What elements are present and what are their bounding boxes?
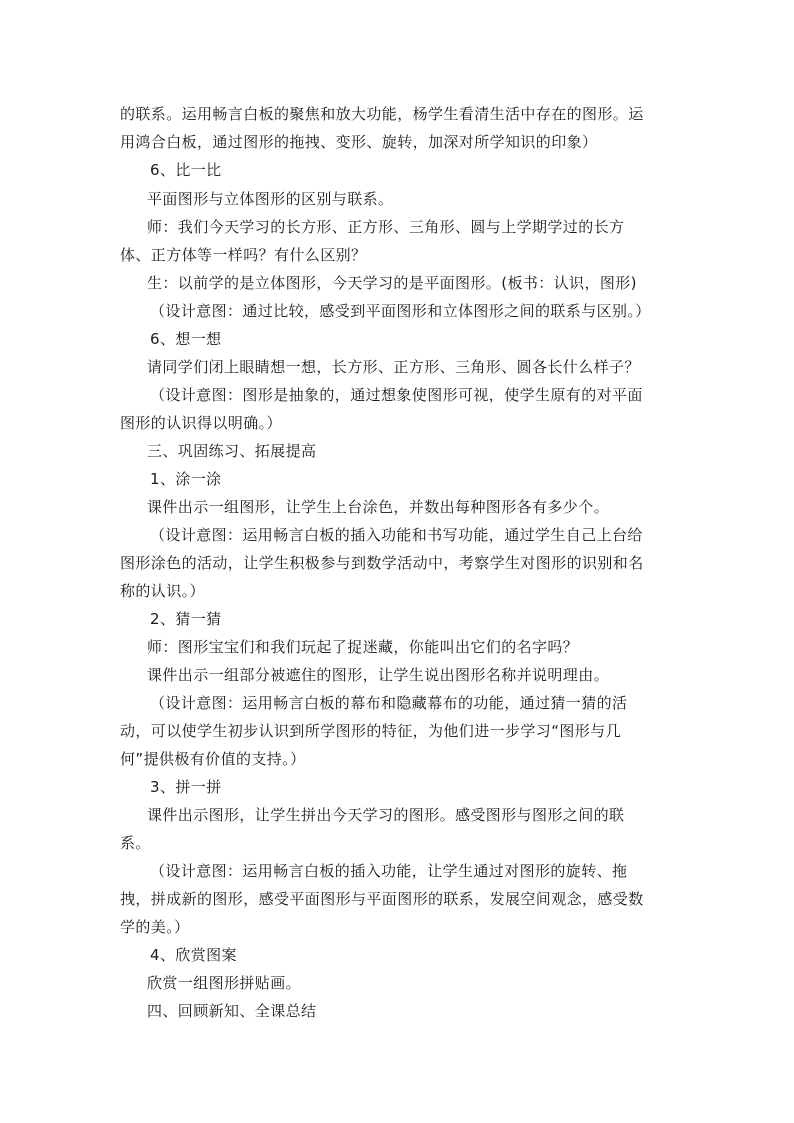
section-heading: 四、回顾新知、全课总结 bbox=[147, 1002, 317, 1020]
text-line: 课件出示一组图形，让学生上台涂色，并数出每种图形各有多少个。 bbox=[147, 498, 610, 516]
design-note: （设计意图：运用畅言白板的幕布和隐藏幕布的功能，通过猜一猜的活 bbox=[150, 694, 628, 712]
section-heading: 三、巩固练习、拓展提高 bbox=[147, 442, 317, 460]
design-note: （设计意图：运用畅言白板的插入功能和书写功能，通过学生自己上台给 bbox=[150, 526, 643, 544]
text-line: 图形涂色的活动，让学生积极参与到数学活动中，考察学生对图形的识别和名 bbox=[120, 554, 644, 572]
design-note: （设计意图：图形是抽象的，通过想象使图形可视，使学生原有的对平面 bbox=[150, 386, 643, 404]
text-line: 平面图形与立体图形的区别与联系。 bbox=[147, 190, 394, 208]
section-heading: 2、猜一猜 bbox=[150, 610, 222, 628]
text-line: 请同学们闭上眼睛想一想，长方形、正方形、三角形、圆各长什么样子？ bbox=[147, 358, 640, 376]
text-line: 师：图形宝宝们和我们玩起了捉迷藏，你能叫出它们的名字吗？ bbox=[147, 638, 579, 656]
text-line: 动，可以使学生初步认识到所学图形的特征，为他们进一步学习“图形与几 bbox=[120, 722, 621, 740]
text-line: 生：以前学的是立体图形，今天学习的是平面图形。(板书：认识，图形) bbox=[147, 274, 637, 292]
section-heading: 1、涂一涂 bbox=[150, 470, 222, 488]
text-line: 系。 bbox=[120, 834, 151, 852]
text-line: 课件出示一组部分被遮住的图形，让学生说出图形名称并说明理由。 bbox=[147, 666, 610, 684]
text-line: 师：我们今天学习的长方形、正方形、三角形、圆与上学期学过的长方 bbox=[147, 218, 625, 236]
text-line: 的联系。运用畅言白板的聚焦和放大功能，杨学生看清生活中存在的图形。运 bbox=[120, 105, 644, 123]
text-line: 称的认识。） bbox=[120, 582, 205, 600]
text-line: 欣赏一组图形拼贴画。 bbox=[147, 974, 302, 992]
text-line: 何”提供极有价值的支持。） bbox=[120, 750, 306, 768]
section-heading: 6、想一想 bbox=[150, 330, 222, 348]
section-heading: 6、比一比 bbox=[150, 161, 222, 179]
text-line: 拽，拼成新的图形，感受平面图形与平面图形的联系，发展空间观念，感受数 bbox=[120, 890, 644, 908]
text-line: 学的美。） bbox=[120, 918, 190, 936]
design-note: （设计意图：运用畅言白板的插入功能，让学生通过对图形的旋转、拖 bbox=[150, 862, 628, 880]
section-heading: 3、拼一拼 bbox=[150, 778, 222, 796]
text-line: 体、正方体等一样吗？有什么区别？ bbox=[120, 246, 367, 264]
text-line: 课件出示图形，让学生拼出今天学习的图形。感受图形与图形之间的联 bbox=[147, 806, 625, 824]
design-note: （设计意图：通过比较，感受到平面图形和立体图形之间的联系与区别。） bbox=[150, 302, 651, 320]
text-line: 用鸿合白板，通过图形的拖拽、变形、旋转，加深对所学知识的印象） bbox=[120, 133, 598, 151]
text-line: 图形的认识得以明确。） bbox=[120, 414, 282, 432]
section-heading: 4、欣赏图案 bbox=[150, 946, 237, 964]
